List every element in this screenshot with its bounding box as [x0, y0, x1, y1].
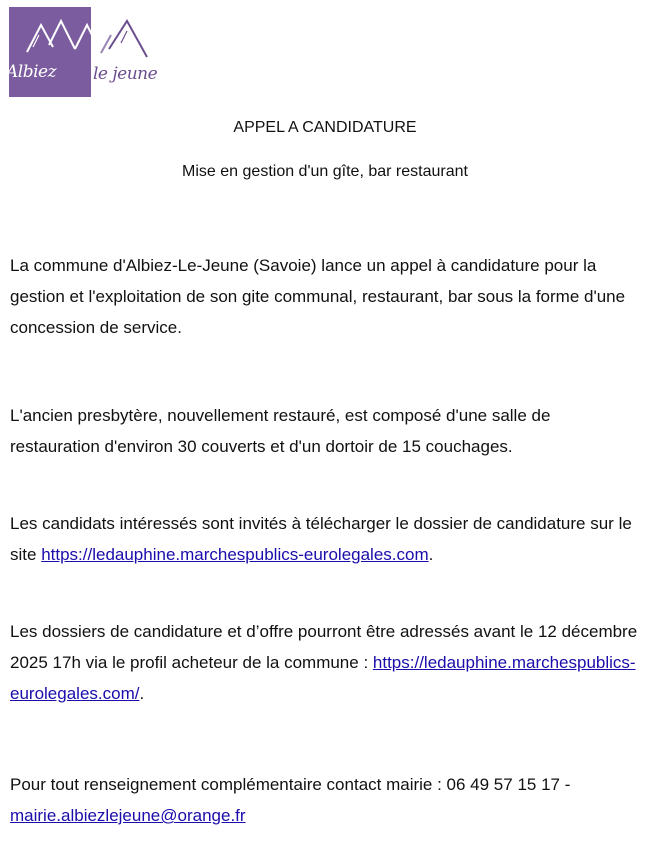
page-title: APPEL A CANDIDATURE — [233, 119, 417, 136]
paragraph-intro: La commune d'Albiez-Le-Jeune (Savoie) lance un appel à candidature pour la gestion et l'exploitation de son gite communal, restaurant, bar sous la forme d'une concession de service. — [10, 256, 626, 337]
submission-end: . — [139, 684, 145, 703]
download-link[interactable]: https://ledauphine.marchespublics-eurolegales.com — [41, 545, 429, 564]
logo-text-lejeune: le jeune — [93, 64, 158, 84]
contact-text: Pour tout renseignement complémentaire contact mairie : 06 49 57 15 17 - — [10, 775, 571, 794]
logo-text-albiez: Albiez — [6, 62, 57, 82]
page-subtitle: Mise en gestion d'un gîte, bar restaurant — [182, 163, 468, 180]
download-end: . — [428, 545, 434, 564]
paragraph-download — [10, 508, 640, 570]
paragraph-contact — [10, 769, 640, 831]
paragraph-submission — [10, 616, 640, 709]
download-text: Les candidats intéressés sont invités à télécharger le dossier de candidature sur le site — [10, 514, 632, 564]
paragraph-description: L'ancien presbytère, nouvellement restauré, est composé d'une salle de restauration d'environ 30 couverts et d'un dortoir de 15 couchages. — [10, 406, 551, 456]
contact-email-link[interactable]: mairie.albiezlejeune@orange.fr — [10, 806, 246, 825]
submission-link[interactable]: https://ledauphine.marchespublics-eurolegales.com/ — [10, 653, 636, 703]
submission-text: Les dossiers de candidature et d’offre pourront être adressés avant le 12 décembre 2025 17h via le profil acheteur de la commune : — [10, 622, 638, 672]
